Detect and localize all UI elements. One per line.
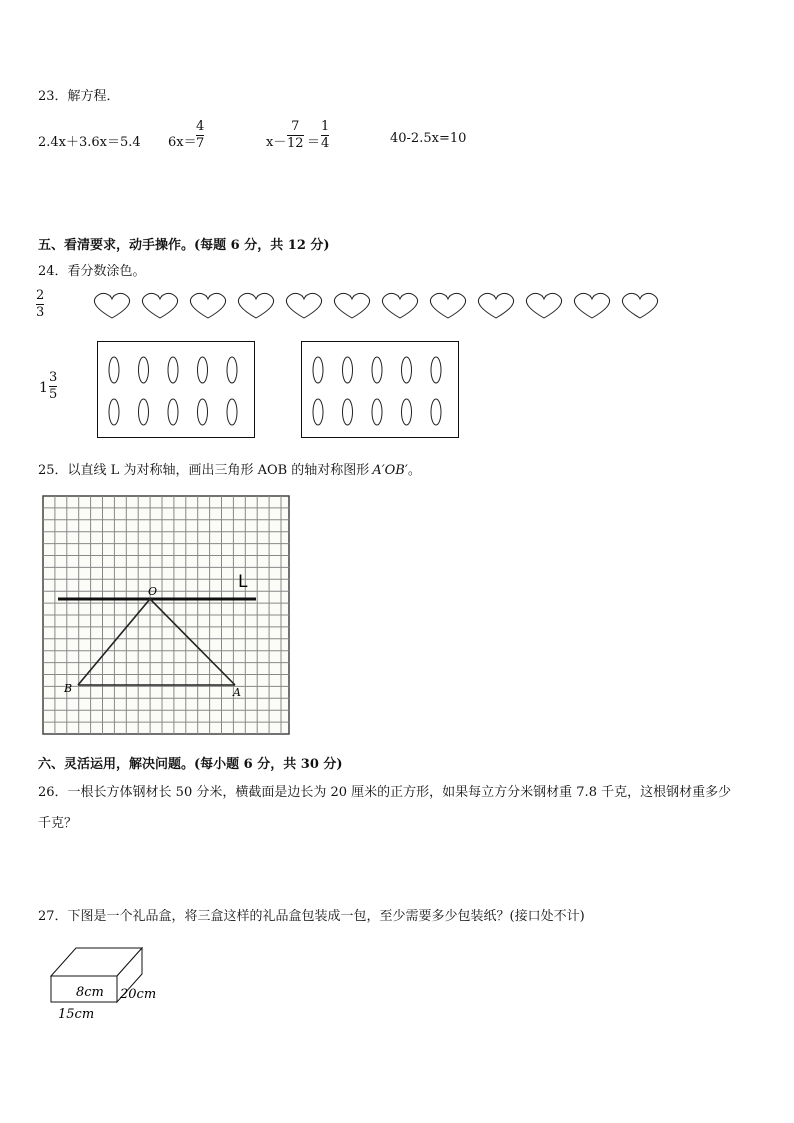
q24-mixed-whole: 1 <box>39 380 48 396</box>
q25-title-math: A′OB′ <box>372 463 408 478</box>
heart-shape[interactable] <box>574 293 609 318</box>
heart-shape[interactable] <box>622 293 657 318</box>
heart-shape[interactable] <box>382 293 417 318</box>
fraction-denominator: 3 <box>36 305 45 320</box>
q24-fraction-two-thirds <box>36 288 44 321</box>
q23-equation-2-left: 6x＝ <box>168 135 197 150</box>
ellipse-shape[interactable] <box>343 357 353 383</box>
heart-shape[interactable] <box>334 293 369 318</box>
q23-equation-3-equals: ＝ <box>307 135 321 150</box>
q23-equation-4: 40-2.5x=10 <box>390 131 467 146</box>
heart-shape[interactable] <box>286 293 321 318</box>
fraction-denominator: 4 <box>321 136 330 151</box>
fraction-numerator: 4 <box>196 119 205 134</box>
heart-shape[interactable] <box>94 293 129 318</box>
ellipse-shape[interactable] <box>227 399 237 425</box>
ellipse-shape[interactable] <box>372 357 382 383</box>
heart-shape[interactable] <box>238 293 273 318</box>
q27-title: 27．下图是一个礼品盒，将三盒这样的礼品盒包装成一包，至少需要多少包装纸？(接口处不计) <box>38 909 585 924</box>
ellipse-shape[interactable] <box>227 357 237 383</box>
q23-title: 23．解方程． <box>38 89 120 104</box>
ellipse-shape[interactable] <box>168 357 178 383</box>
fraction-numerator: 3 <box>49 370 58 385</box>
heart-shape[interactable] <box>190 293 225 318</box>
dim-height-label: 8cm <box>76 985 104 1000</box>
heart-shape[interactable] <box>526 293 561 318</box>
fraction-denominator: 7 <box>196 136 205 151</box>
label-B: B <box>64 682 73 695</box>
ellipse-shape[interactable] <box>402 399 412 425</box>
q26-line-1: 26．一根长方体钢材长 50 分米，横截面是边长为 20 厘米的正方形，如果每立方分米钢材重 7.8 千克，这根钢材重多少 <box>38 785 732 800</box>
q25-title-text: 25．以直线 L 为对称轴，画出三角形 AOB 的轴对称图形 <box>38 463 370 478</box>
section-5-heading: 五、看清要求，动手操作。(每题 6 分，共 12 分) <box>38 238 330 253</box>
q24-ellipse-box-2[interactable] <box>301 341 459 438</box>
fraction-numerator: 1 <box>321 119 330 134</box>
section-6-heading: 六、灵活运用，解决问题。(每小题 6 分，共 30 分) <box>38 757 343 772</box>
ellipse-shape[interactable] <box>109 357 119 383</box>
ellipse-grid-1 <box>98 342 254 437</box>
dim-length-label: 15cm <box>58 1007 95 1022</box>
ellipse-shape[interactable] <box>313 357 323 383</box>
fraction-denominator: 12 <box>287 136 304 151</box>
ellipse-shape[interactable] <box>139 399 149 425</box>
ellipse-shape[interactable] <box>313 399 323 425</box>
heart-shape[interactable] <box>478 293 513 318</box>
fraction-numerator: 2 <box>36 288 45 303</box>
q26-line-2: 千克？ <box>38 816 78 831</box>
q24-ellipse-box-1[interactable] <box>97 341 255 438</box>
q27-gift-box-figure <box>46 940 176 1025</box>
ellipse-shape[interactable] <box>168 399 178 425</box>
q23-equation-2-fraction <box>196 119 204 152</box>
dim-depth-label: 20cm <box>120 987 157 1002</box>
q23-equation-3-fraction-1 <box>287 119 304 152</box>
fraction-denominator: 5 <box>49 387 58 402</box>
q23-equation-1: 2.4x＋3.6x＝5.4 <box>38 135 141 150</box>
ellipse-shape[interactable] <box>431 399 441 425</box>
q24-mixed-fraction <box>49 370 57 403</box>
label-O: O <box>148 585 158 598</box>
ellipse-shape[interactable] <box>198 357 208 383</box>
ellipse-shape[interactable] <box>198 399 208 425</box>
ellipse-shape[interactable] <box>139 357 149 383</box>
ellipse-shape[interactable] <box>431 357 441 383</box>
ellipse-grid-2 <box>302 342 458 437</box>
q25-title <box>38 459 421 478</box>
ellipse-shape[interactable] <box>402 357 412 383</box>
q23-equation-3-left: x－ <box>266 135 287 150</box>
fraction-numerator: 7 <box>291 119 300 134</box>
q25-title-end: 。 <box>407 463 421 478</box>
q23-equation-3-fraction-2 <box>321 119 329 152</box>
heart-shape[interactable] <box>430 293 465 318</box>
label-L: L <box>238 572 248 592</box>
q25-grid-figure[interactable] <box>42 495 292 737</box>
ellipse-shape[interactable] <box>109 399 119 425</box>
q24-hearts-row[interactable] <box>88 290 668 324</box>
q24-title: 24．看分数涂色。 <box>38 264 146 279</box>
ellipse-shape[interactable] <box>372 399 382 425</box>
ellipse-shape[interactable] <box>343 399 353 425</box>
label-A: A <box>233 686 241 699</box>
heart-shape[interactable] <box>142 293 177 318</box>
